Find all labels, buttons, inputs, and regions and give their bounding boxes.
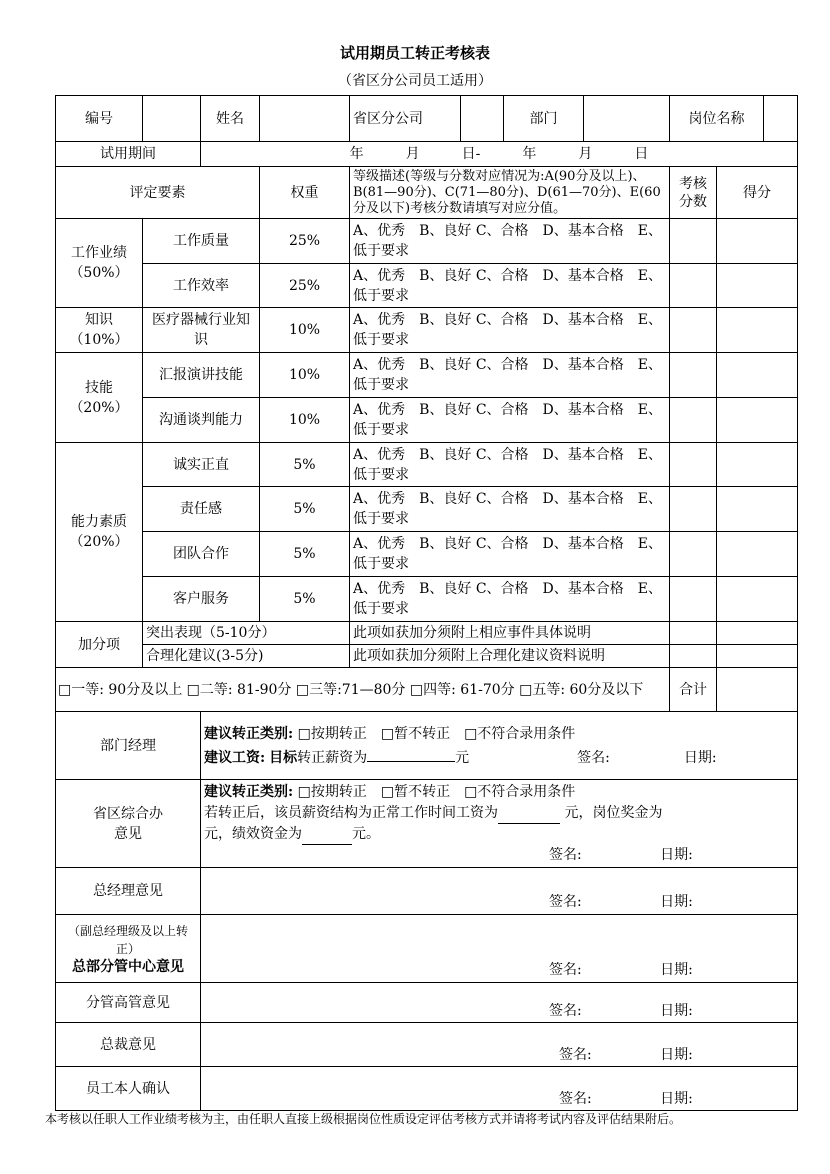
- description-header: 等级描述(等级与分数对应情况为:A(90分及以上)、B(81—90分)、C(71—80分)、D(61—70分)、E(60分及以下)考核分数请填写对应分值。: [350, 167, 670, 219]
- salary-blank[interactable]: [367, 746, 455, 762]
- item-name: 工作质量: [143, 219, 260, 264]
- province-label: [56, 780, 201, 868]
- criteria-row: [56, 264, 798, 308]
- bonus-label: 加分项: [56, 622, 143, 668]
- item-weight: 10%: [260, 398, 350, 443]
- got-field[interactable]: [717, 443, 798, 487]
- date-label: 日期:: [660, 1047, 693, 1063]
- criteria-row: [56, 487, 798, 532]
- got-field[interactable]: [717, 353, 798, 398]
- item-name: 沟通谈判能力: [143, 398, 260, 443]
- dept-label: 部门: [504, 96, 584, 142]
- dept-manager-label: 部门经理: [56, 712, 201, 780]
- criteria-row: [56, 398, 798, 443]
- score-field[interactable]: [670, 219, 717, 264]
- suggest-salary-label: 建议工资:: [204, 749, 266, 766]
- name-label: 姓名: [201, 96, 260, 142]
- score-field[interactable]: [670, 353, 717, 398]
- grade-options: A、优秀 B、良好 C、合格 D、基本合格 E、低于要求: [350, 264, 670, 308]
- grade-options: A、优秀 B、良好 C、合格 D、基本合格 E、低于要求: [350, 308, 670, 353]
- criteria-header-row: [56, 167, 798, 219]
- senior-field[interactable]: [201, 983, 798, 1023]
- senior-label: 分管高管意见: [56, 983, 201, 1023]
- score-field[interactable]: [670, 264, 717, 308]
- dept-manager-row: [56, 712, 798, 780]
- bonus-row: [56, 622, 798, 645]
- score-field[interactable]: [670, 487, 717, 532]
- president-label: 总裁意见: [56, 1023, 201, 1067]
- date-label: 日期:: [660, 1091, 693, 1107]
- period-field[interactable]: 年 月 日- 年 月 日: [201, 142, 798, 167]
- dept-manager-field[interactable]: [201, 712, 798, 780]
- category-cell: [56, 443, 143, 622]
- item-weight: 10%: [260, 308, 350, 353]
- province-field[interactable]: [201, 780, 798, 868]
- got-field[interactable]: [717, 264, 798, 308]
- item-name: 医疗器械行业知识: [143, 308, 260, 353]
- date-label: 日期:: [660, 1003, 693, 1019]
- got-header: 得分: [717, 167, 798, 219]
- footnote: 本考核以任职人工作业绩考核为主，由任职人直接上级根据岗位性质设定评估考核方式并请将考试内容及评估结果附后。: [45, 1112, 682, 1126]
- item-weight: 5%: [260, 577, 350, 622]
- sign-label: 签名:: [577, 749, 610, 766]
- number-label: 编号: [56, 96, 143, 142]
- category-pct: （10%）: [69, 332, 129, 348]
- date-label: 日期:: [660, 962, 693, 978]
- item-name: 责任感: [143, 487, 260, 532]
- grade-options: A、优秀 B、良好 C、合格 D、基本合格 E、低于要求: [350, 398, 670, 443]
- weight-header-text: 权重: [290, 184, 319, 201]
- item-name: 诚实正直: [143, 443, 260, 487]
- position-label: 岗位名称: [670, 96, 764, 142]
- hq-row: [56, 915, 798, 983]
- grade-options: A、优秀 B、良好 C、合格 D、基本合格 E、低于要求: [350, 577, 670, 622]
- period-row: [56, 142, 798, 167]
- bonus-item-name: 合理化建议(3-5分): [143, 645, 350, 668]
- base-salary-blank[interactable]: [498, 808, 560, 824]
- score-field[interactable]: [670, 398, 717, 443]
- item-name: 客户服务: [143, 577, 260, 622]
- gm-field[interactable]: [201, 868, 798, 915]
- got-field[interactable]: [717, 398, 798, 443]
- number-field[interactable]: [143, 96, 201, 142]
- grade-options: A、优秀 B、良好 C、合格 D、基本合格 E、低于要求: [350, 219, 670, 264]
- bonus-row: [56, 645, 798, 668]
- suggest-type-options[interactable]: □按期转正 □暂不转正 □不符合录用条件: [297, 725, 576, 742]
- salary-structure-text3: 元，绩效资金为: [204, 825, 302, 842]
- date-label: 日期:: [660, 894, 693, 910]
- info-row: [56, 96, 798, 142]
- item-name: 团队合作: [143, 532, 260, 577]
- got-field[interactable]: [717, 645, 798, 668]
- criteria-row: [56, 577, 798, 622]
- province-row: [56, 780, 798, 868]
- page-title: 试用期员工转正考核表: [339, 44, 490, 62]
- salary-unit: 元: [455, 749, 470, 766]
- sign-label: 签名:: [549, 846, 582, 863]
- score-field[interactable]: [670, 577, 717, 622]
- score-field[interactable]: [670, 532, 717, 577]
- hq-note: （副总经理级及以上转正）: [67, 923, 188, 956]
- item-weight: 5%: [260, 487, 350, 532]
- got-field[interactable]: [717, 487, 798, 532]
- date-label: 日期:: [660, 846, 693, 863]
- criteria-row: [56, 443, 798, 487]
- criteria-row: [56, 353, 798, 398]
- branch-field[interactable]: [461, 96, 504, 142]
- score-field[interactable]: [670, 443, 717, 487]
- suggest-type-label: 建议转正类别:: [204, 783, 294, 800]
- sign-label: 签名:: [559, 1091, 592, 1107]
- dept-field[interactable]: [584, 96, 670, 142]
- province-label-line2: 意见: [114, 825, 142, 842]
- position-field[interactable]: [764, 96, 798, 142]
- evaluation-form: [55, 95, 798, 1111]
- got-field[interactable]: [717, 308, 798, 353]
- item-weight: 25%: [260, 219, 350, 264]
- branch-label: 省区分公司: [350, 96, 461, 142]
- category-name: 技能: [85, 379, 113, 396]
- employee-field[interactable]: [201, 1067, 798, 1111]
- gm-label: 总经理意见: [56, 868, 201, 915]
- score-field[interactable]: [670, 645, 717, 668]
- item-weight: 5%: [260, 443, 350, 487]
- target-label: 目标: [269, 749, 298, 766]
- grade-options: A、优秀 B、良好 C、合格 D、基本合格 E、低于要求: [350, 353, 670, 398]
- performance-blank[interactable]: [302, 829, 352, 845]
- item-weight: 10%: [260, 353, 350, 398]
- category-cell: [56, 308, 143, 353]
- suggest-type-options[interactable]: □按期转正 □暂不转正 □不符合录用条件: [297, 783, 576, 800]
- president-row: [56, 1023, 798, 1067]
- got-field[interactable]: [717, 532, 798, 577]
- salary-structure-text: 若转正后，该员薪资结构为正常工作时间工资为: [204, 804, 498, 821]
- weight-header-cell: [260, 167, 350, 219]
- date-label: 日期:: [683, 749, 717, 766]
- province-label-line1: 省区综合办: [93, 805, 163, 822]
- category-cell: [56, 219, 143, 308]
- total-label: 合计: [670, 668, 717, 712]
- criteria-row: [56, 532, 798, 577]
- category-cell: [56, 353, 143, 443]
- score-field[interactable]: [670, 622, 717, 645]
- salary-structure-text4: 元。: [352, 825, 380, 842]
- category-name: 知识: [85, 312, 113, 328]
- item-name: 工作效率: [143, 264, 260, 308]
- sign-label: 签名:: [549, 894, 582, 910]
- president-field[interactable]: [201, 1023, 798, 1067]
- grade-options: A、优秀 B、良好 C、合格 D、基本合格 E、低于要求: [350, 532, 670, 577]
- got-field[interactable]: [717, 219, 798, 264]
- period-label: 试用期间: [56, 142, 201, 167]
- factor-header: 评定要素: [56, 167, 260, 219]
- category-pct: （20%）: [69, 534, 129, 550]
- grades-row: [56, 668, 798, 712]
- got-field[interactable]: [717, 622, 798, 645]
- senior-row: [56, 983, 798, 1023]
- item-weight: 5%: [260, 532, 350, 577]
- grade-options: A、优秀 B、良好 C、合格 D、基本合格 E、低于要求: [350, 487, 670, 532]
- bonus-item-desc: 此项如获加分须附上相应事件具体说明: [350, 622, 670, 645]
- got-field[interactable]: [717, 577, 798, 622]
- score-header: 考核分数: [670, 167, 717, 219]
- gm-row: [56, 868, 798, 915]
- score-field[interactable]: [670, 308, 717, 353]
- salary-structure-text2: 元，岗位奖金为: [564, 804, 663, 821]
- category-pct: （20%）: [69, 399, 129, 416]
- item-weight: 25%: [260, 264, 350, 308]
- grade-levels[interactable]: □一等: 90分及以上 □二等: 81-90分 □三等:71—80分 □四等: 61-70分 □五等: 60分及以下: [56, 668, 670, 712]
- hq-label-cell: [56, 915, 201, 983]
- item-name: 汇报演讲技能: [143, 353, 260, 398]
- hq-label: 总部分管中心意见: [72, 958, 184, 975]
- sign-label: 签名:: [549, 962, 582, 978]
- criteria-row: [56, 308, 798, 353]
- page-subtitle: （省区分公司员工适用）: [338, 73, 492, 89]
- employee-label: 员工本人确认: [56, 1067, 201, 1111]
- category-pct: （50%）: [69, 265, 129, 281]
- hq-field[interactable]: [201, 915, 798, 983]
- category-name: 工作业绩: [71, 245, 127, 261]
- sign-label: 签名:: [549, 1003, 582, 1019]
- name-field[interactable]: [260, 96, 350, 142]
- total-field[interactable]: [717, 668, 798, 712]
- bonus-item-name: 突出表现（5-10分）: [143, 622, 350, 645]
- criteria-row: [56, 219, 798, 264]
- bonus-item-desc: 此项如获加分须附上合理化建议资料说明: [350, 645, 670, 668]
- grade-options: A、优秀 B、良好 C、合格 D、基本合格 E、低于要求: [350, 443, 670, 487]
- suggest-type-label: 建议转正类别:: [204, 725, 294, 742]
- category-name: 能力素质: [71, 514, 127, 530]
- employee-row: [56, 1067, 798, 1111]
- salary-text: 转正薪资为: [297, 749, 368, 766]
- sign-label: 签名:: [559, 1047, 592, 1063]
